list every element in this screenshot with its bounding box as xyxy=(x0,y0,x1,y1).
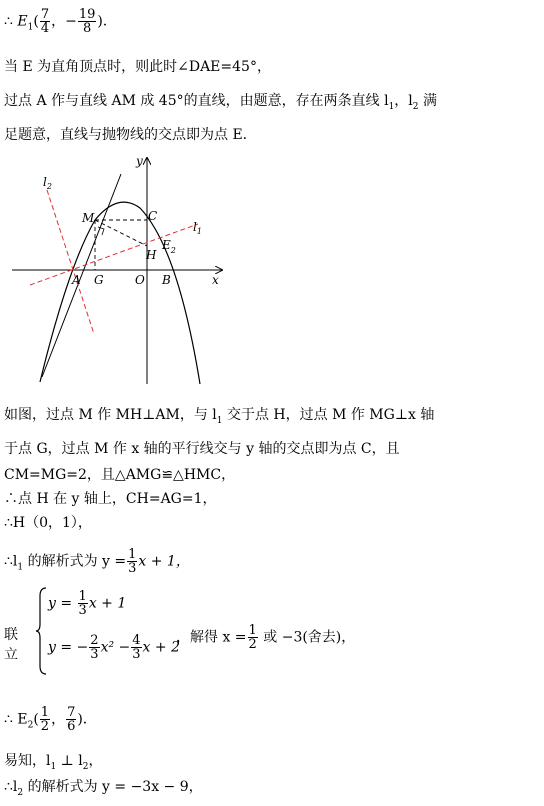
text-span: x + 1， xyxy=(138,553,190,570)
point-label: E xyxy=(17,13,28,30)
subscript: 1 xyxy=(50,761,57,772)
system-solution xyxy=(176,624,355,651)
perpendicular-line xyxy=(4,752,103,776)
l2-letter: l xyxy=(43,175,47,189)
text-line: ∴点 H 在 y 轴上，CH=AG=1， xyxy=(4,491,217,507)
text-line: ∴H（0，1）， xyxy=(4,515,92,531)
subscript: 2 xyxy=(27,720,34,731)
denominator: 3 xyxy=(78,603,87,618)
system-label: 联立 xyxy=(4,627,18,663)
denominator: 2 xyxy=(248,637,257,652)
text-line: 于点 G，过点 M 作 x 轴的平行线交与 y 轴的交点即为点 C，且 xyxy=(4,441,400,457)
text-span: y = xyxy=(48,595,73,612)
text-span: ，解得 x = xyxy=(176,629,247,646)
text-span: ， xyxy=(88,753,103,769)
text-span: x + 1 xyxy=(88,595,127,612)
subscript: 1 xyxy=(17,562,24,573)
l1-letter: l xyxy=(193,220,197,234)
numerator: 1 xyxy=(128,547,137,562)
fraction xyxy=(40,706,50,733)
text-span: ∴l xyxy=(4,779,18,795)
fraction xyxy=(127,548,137,575)
text-line xyxy=(4,406,434,430)
subscript: 1 xyxy=(27,22,34,33)
subscript: 2 xyxy=(412,101,419,112)
label-a: A xyxy=(72,273,81,287)
denominator: 3 xyxy=(132,647,141,662)
separator: ， xyxy=(51,711,66,728)
parabola-figure xyxy=(10,152,235,387)
paren: ( xyxy=(33,13,39,30)
paren: )． xyxy=(97,13,117,30)
text-line: 足题意，直线与抛物线的交点即为点 E． xyxy=(4,127,257,143)
subscript: 2 xyxy=(17,787,24,798)
label-c: C xyxy=(148,209,158,223)
result-line-e1 xyxy=(4,8,117,36)
numerator: 19 xyxy=(78,7,96,22)
fraction xyxy=(89,634,99,661)
text-span: ⊥ l xyxy=(56,753,83,769)
denominator: 3 xyxy=(90,647,99,662)
text-span: ∴ E xyxy=(4,711,28,728)
brace-icon xyxy=(36,586,48,676)
denominator: 3 xyxy=(128,561,137,576)
subscript: 1 xyxy=(216,415,223,426)
text-span: 易知，l xyxy=(4,753,51,769)
text-span: 如图，过点 M 作 MH⊥AM，与 l xyxy=(4,407,217,423)
text-span: 的解析式为 y = −3x − 9， xyxy=(23,779,203,795)
e-subscript: 2 xyxy=(170,246,176,255)
fraction xyxy=(40,8,50,35)
numerator: 7 xyxy=(67,705,76,720)
numerator: 7 xyxy=(40,7,50,22)
numerator: 1 xyxy=(248,623,257,638)
text-line: CM=MG=2，且△AMG≌△HMC， xyxy=(4,467,236,483)
therefore-symbol: ∴ xyxy=(4,13,13,30)
denominator: 6 xyxy=(67,719,76,734)
label-g: G xyxy=(94,273,104,287)
paren: ( xyxy=(33,711,39,728)
l2-equation-line xyxy=(4,778,203,802)
text-span: ∴l xyxy=(4,553,18,570)
result-line-e2 xyxy=(4,706,97,734)
numerator: 1 xyxy=(40,705,50,720)
label-l2 xyxy=(43,175,52,191)
numerator: 4 xyxy=(132,633,141,648)
subscript: 1 xyxy=(388,101,395,112)
numerator: 2 xyxy=(90,633,99,648)
text-span: 或 −3(舍去)， xyxy=(258,629,356,646)
l1-subscript: 1 xyxy=(196,227,202,236)
label-l1 xyxy=(193,220,202,236)
fraction xyxy=(66,706,76,733)
label-y-axis: y xyxy=(136,154,143,168)
fraction xyxy=(78,590,88,617)
label-h: H xyxy=(146,248,157,262)
text-span: 满 xyxy=(418,93,437,109)
label-x-axis: x xyxy=(212,273,219,287)
system-equation-1 xyxy=(48,590,126,617)
denominator: 4 xyxy=(40,21,50,36)
fraction xyxy=(131,634,141,661)
system-equation-2 xyxy=(48,634,180,661)
text-span: ，l xyxy=(394,93,413,109)
text-span: 交于点 H，过点 M 作 MG⊥x 轴 xyxy=(222,407,435,423)
label-b: B xyxy=(162,273,171,287)
paren: )． xyxy=(77,711,97,728)
numerator: 1 xyxy=(78,589,87,604)
separator: ，− xyxy=(51,13,77,30)
text-span: 过点 A 作与直线 AM 成 45°的直线，由题意，存在两条直线 l xyxy=(4,93,389,109)
line-am xyxy=(42,174,121,377)
fraction xyxy=(248,624,258,651)
text-span: x² − xyxy=(100,639,131,656)
subscript: 2 xyxy=(82,761,89,772)
text-span: y = − xyxy=(48,639,89,656)
label-e2 xyxy=(161,238,176,255)
label-m: M xyxy=(82,211,95,225)
e-letter: E xyxy=(162,238,171,252)
parabola-curve xyxy=(40,202,200,384)
l2-subscript: 2 xyxy=(46,182,52,191)
denominator: 2 xyxy=(40,719,50,734)
label-o: O xyxy=(135,273,145,287)
text-line xyxy=(4,92,437,116)
l1-equation-line xyxy=(4,548,190,576)
fraction xyxy=(78,8,97,35)
text-span: x + 2 xyxy=(142,639,180,656)
text-line: 当 E 为直角顶点时，则此时∠DAE=45°， xyxy=(4,59,271,75)
denominator: 8 xyxy=(82,21,92,36)
text-span: 的解析式为 y = xyxy=(23,553,127,570)
